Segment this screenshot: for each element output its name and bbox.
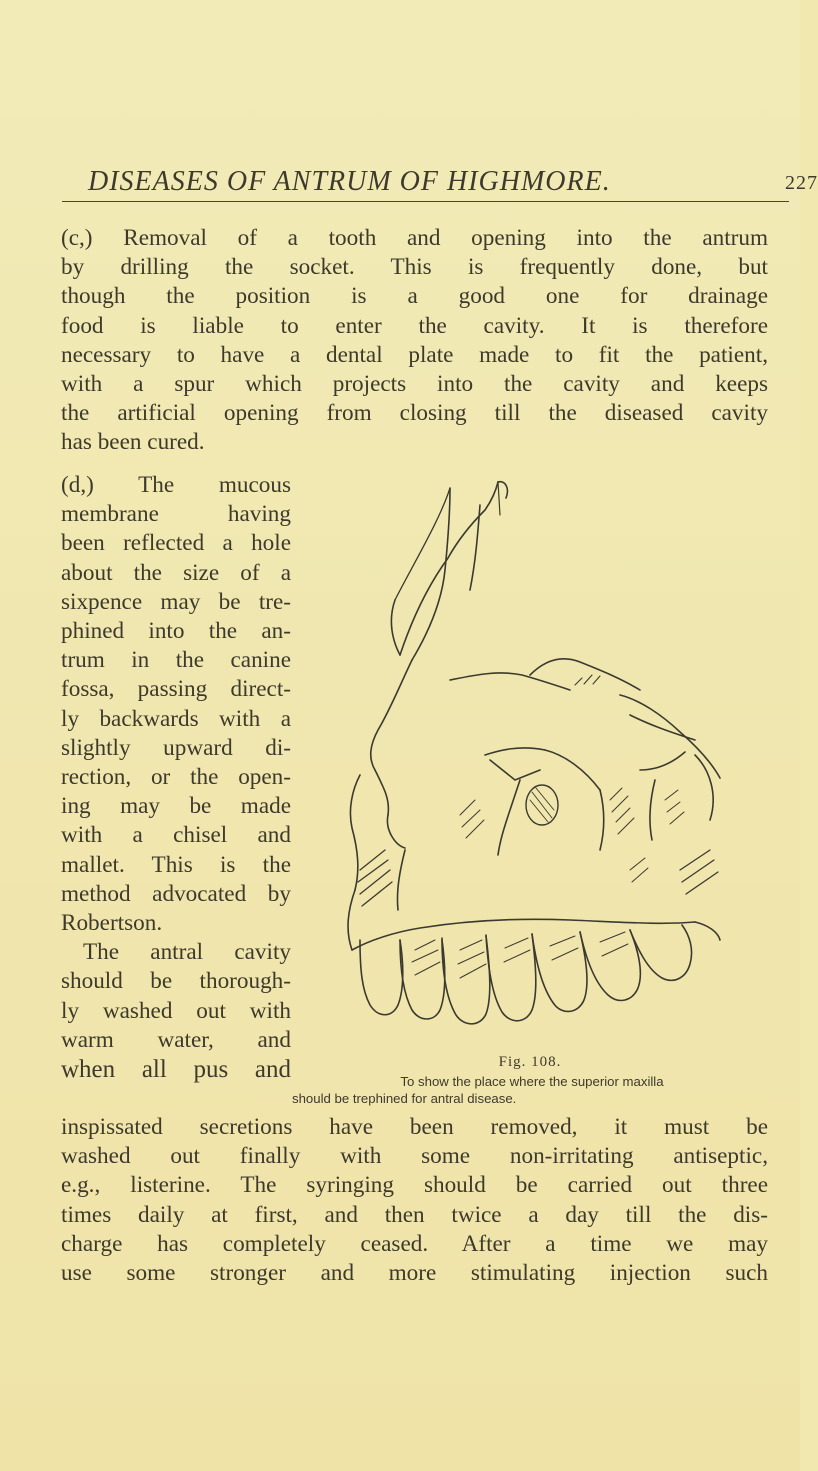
text-line: food is liable to enter the cavity. It is therefore bbox=[61, 312, 768, 339]
text-line: Robertson. bbox=[61, 910, 163, 937]
text-line: (d,) The mucous bbox=[61, 472, 291, 498]
text-line: washed out finally with some non-irritating antiseptic, bbox=[61, 1143, 768, 1170]
figure-caption bbox=[292, 1073, 772, 1107]
text-line: The antral cavity bbox=[83, 939, 291, 966]
text-line: sixpence may be tre- bbox=[61, 588, 291, 615]
text-line: necessary to have a dental plate made to fit the patient, bbox=[61, 341, 768, 368]
text-line: about the size of a bbox=[61, 559, 291, 586]
text-line: (c,) Removal of a tooth and opening into the antrum bbox=[61, 225, 768, 251]
running-head bbox=[88, 166, 818, 198]
text-line: phined into the an- bbox=[61, 618, 291, 645]
text-line: ly washed out with bbox=[61, 997, 291, 1024]
text-line: should be thorough- bbox=[61, 968, 291, 995]
text-line: charge has completely ceased. After a time we may bbox=[61, 1230, 768, 1257]
caption-line: To show the place where the superior maxilla bbox=[400, 1074, 664, 1089]
text-line: method advocated by bbox=[61, 880, 291, 907]
text-line: membrane having bbox=[61, 501, 291, 528]
text-line: inspissated secretions have been removed, it must be bbox=[61, 1114, 768, 1140]
text-line: with a spur which projects into the cavity and keeps bbox=[61, 371, 768, 398]
caption-line: should be trephined for antral disease. bbox=[292, 1091, 517, 1106]
paragraph-d bbox=[61, 471, 291, 1084]
text-line: the artificial opening from closing till the diseased cavity bbox=[61, 400, 768, 427]
text-line: mallet. This is the bbox=[61, 851, 291, 878]
text-line: ing may be made bbox=[61, 793, 291, 820]
text-line: rection, or the open- bbox=[61, 764, 291, 791]
text-line: use some stronger and more stimulating injection such bbox=[61, 1260, 768, 1287]
figure-label: Fig. 108. bbox=[498, 1054, 562, 1070]
paragraph-c bbox=[61, 224, 768, 458]
text-line: warm water, and bbox=[61, 1026, 291, 1053]
text-line: fossa, passing direct- bbox=[61, 676, 291, 703]
header-rule bbox=[62, 201, 789, 202]
text-line: has been cured. bbox=[61, 429, 205, 456]
running-head-title: DISEASES OF ANTRUM OF HIGHMORE. bbox=[88, 166, 611, 197]
text-line: slightly upward di- bbox=[61, 734, 291, 761]
text-line: when all pus and bbox=[61, 1056, 291, 1084]
paragraph-continuation bbox=[61, 1113, 768, 1288]
text-line: times daily at first, and then twice a day till the dis- bbox=[61, 1201, 768, 1228]
skull-illustration bbox=[300, 470, 720, 1055]
page-number: 227 bbox=[785, 172, 818, 194]
text-line: by drilling the socket. This is frequently done, but bbox=[61, 254, 768, 281]
text-line: trum in the canine bbox=[61, 647, 291, 674]
text-line: ly backwards with a bbox=[61, 705, 291, 732]
text-line: though the position is a good one for drainage bbox=[61, 283, 768, 310]
text-line: with a chisel and bbox=[61, 822, 291, 849]
text-line: e.g., listerine. The syringing should be carried out three bbox=[61, 1172, 768, 1199]
text-line: been reflected a hole bbox=[61, 530, 291, 557]
